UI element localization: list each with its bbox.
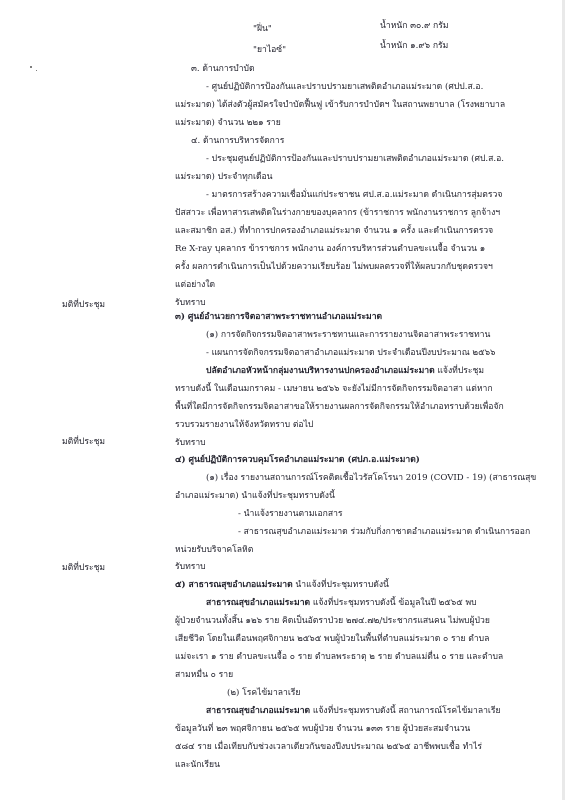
- section3-title: ๓. ด้านการบำบัด: [191, 64, 255, 74]
- agenda5-line: และนักเรียน: [175, 760, 220, 770]
- agenda4-item: อำเภอแม่ระมาด) นำแจ้งที่ประชุมทราบดังนี้: [175, 491, 335, 501]
- agenda5-title: [175, 580, 389, 591]
- p1-first: แจ้งที่ประชุมทราบดังนี้ ข้อมูลในปี ๒๕๖๕ พบ: [310, 598, 477, 608]
- p2-first: แจ้งที่ประชุมทราบดังนี้ สถานการณ์โรคไข้มาลาเรีย: [310, 706, 501, 716]
- section3-line: แม่ระมาด) ได้ส่งตัวผู้สมัครใจบำบัดฟื้นฟู เข้ารับการบำบัดฯ ในสถานพยาบาล (โรงพยาบาล: [175, 100, 506, 110]
- agenda3-line: ทราบดังนี้ ในเดือนมกราคม - เมษายน ๒๕๖๖ จะยังไม่มีการจัดกิจกรรมจิตอาสา แต่หาก: [175, 384, 493, 394]
- agenda3-line: รวบรวมรายงานให้จังหวัดทราบ ต่อไป: [175, 420, 314, 430]
- ice-label: "ยาไอซ์": [253, 45, 287, 55]
- speaker: สาธารณสุขอำเภอแม่ระมาด: [206, 706, 311, 716]
- section4-line: ปัสสาวะ เพื่อหาสารเสพติดในร่างกายของบุคลากร (ข้าราชการ พนักงานราชการ ลูกจ้างฯ: [175, 208, 501, 218]
- agenda5-line: ผู้ป่วยจำนวนทั้งสิ้น ๑๒๖ ราย คิดเป็นอัตราป่วย ๒๗๔.๗๒/ประชากรแสนคน ไม่พบผู้ป่วย: [175, 616, 490, 626]
- section3-line: แม่ระมาด) จำนวน ๒๒๑ ราย: [175, 118, 281, 128]
- section4-line: แต่อย่างใด: [175, 280, 216, 290]
- agenda4-bullet: - สาธารณสุขอำเภอแม่ระมาด ร่วมกับกิ่งกาชาดอำเภอแม่ระมาด ดำเนินการออก: [238, 527, 531, 537]
- agenda4-title: ๔) ศูนย์ปฏิบัติการควบคุมโรคอำเภอแม่ระมาด (ศปภ.อ.แม่ระมาด): [175, 455, 420, 465]
- agenda5-line: เสียชีวิต โดยในเดือนพฤศจิกายน ๒๕๖๕ พบผู้ป่วยในพื้นที่ตำบลแม่ระมาด ๐ ราย ตำบล: [175, 634, 490, 644]
- malaria-title: (๒) โรคไข้มาลาเรีย: [227, 688, 301, 698]
- weight-opium: น้ำหนัก ๓๐.๙ กรัม: [380, 21, 449, 31]
- agenda5-p2: [206, 706, 501, 717]
- acknowledged-text: รับทราบ: [175, 298, 206, 308]
- resolution-label: มติที่ประชุม: [62, 437, 106, 447]
- section4-line: Re X-ray บุคลากร ข้าราชการ พนักงาน องค์การบริหารส่วนตำบลขะเนจื้อ จำนวน ๑: [175, 244, 486, 254]
- agenda5-line: ข้อมูลวันที่ ๒๓ พฤศจิกายน ๒๕๖๕ พบผู้ป่วย จำนวน ๑๓๓ ราย ผู้ป่วยสะสมจำนวน: [175, 724, 471, 734]
- section4-line: - มาตรการสร้างความเชื่อมั่นแก่ประชาชน ศป.ส.อ.แม่ระมาด ดำเนินการสุ่มตรวจ: [206, 190, 503, 200]
- agenda4-bullet: - นำแจ้งรายงานตามเอกสาร: [238, 509, 343, 519]
- scan-speck: [36, 70, 37, 71]
- agenda4-bullet-tail: หน่วยรับบริจาคโลหิต: [175, 545, 254, 555]
- speaker: สาธารณสุขอำเภอแม่ระมาด: [206, 598, 311, 608]
- section4-line: และสมาชิก อส.) ที่ทำการปกครองอำเภอแม่ระมาด จำนวน ๑ ครั้ง และดำเนินการตรวจ: [175, 226, 494, 236]
- agenda5-p1: [206, 598, 477, 609]
- section4-line: แม่ระมาด) ประจำทุกเดือน: [175, 172, 273, 182]
- section4-line: - ประชุมศูนย์ปฏิบัติการป้องกันและปราบปรามยาเสพติดอำเภอแม่ระมาด (ศป.ส.อ.: [206, 154, 505, 164]
- agenda5-line: สามหมื่น ๐ ราย: [175, 670, 234, 680]
- agenda3-title: ๓) ศูนย์อำนวยการจิตอาสาพระราชทานอำเภอแม่ระมาด: [175, 312, 383, 322]
- section3-line: - ศูนย์ปฏิบัติการป้องกันและปราบปรามยาเสพติดอำเภอแม่ระมาด (ศปป.ส.อ.: [206, 82, 484, 92]
- acknowledged-text: รับทราบ: [175, 438, 206, 448]
- section4-title: ๔. ด้านการบริหารจัดการ: [191, 136, 285, 146]
- agenda5-heading: ๕) สาธารณสุขอำเภอแม่ระมาด: [175, 580, 293, 590]
- agenda3-item: (๑) การจัดกิจกรรมจิตอาสาพระราชทานและการรายงานจิตอาสาพระราชทาน: [206, 330, 491, 340]
- scan-speck: [30, 66, 32, 68]
- officer-tail: แจ้งที่ประชุม: [434, 366, 485, 376]
- resolution-label: มติที่ประชุม: [62, 300, 106, 310]
- section4-line: ครั้ง ผลการดำเนินการเป็นไปด้วยความเรียบร้อย ไม่พบผลตรวจที่ให้ผลบวกกับชุดตรวจฯ: [175, 262, 493, 272]
- agenda4-item: (๑) เรื่อง รายงานสถานการณ์โรคติดเชื้อไวรัสโคโรนา 2019 (COVID - 19) (สาธารณสุข: [206, 473, 537, 483]
- opium-label: "ฝิ่น": [253, 24, 272, 34]
- weight-ice: น้ำหนัก ๑.๙๖ กรัม: [380, 41, 449, 51]
- agenda5-line: แม่จะเรา ๑ ราย ตำบลขะเนจื้อ ๐ ราย ตำบลพระธาตุ ๒ ราย ตำบลแม่ตื่น ๐ ราย และตำบล: [175, 652, 504, 662]
- acknowledged-text: รับทราบ: [175, 562, 206, 572]
- agenda3-officer: [206, 366, 484, 377]
- agenda3-line: พื้นที่ใดมีการจัดกิจกรรมจิตอาสาขอให้รายงานผลการจัดกิจกรรมให้อำเภอทราบด้วยเพื่อจัก: [175, 402, 504, 412]
- officer-title: ปลัดอำเภอหัวหน้ากลุ่มงานบริหารงานปกครองอำเภอแม่ระมาด: [206, 366, 435, 376]
- agenda5-line: ๕๘๔ ราย เมื่อเทียบกับช่วงเวลาเดียวกันของปีงบประมาณ ๒๕๖๕ อาชีพพบเชื้อ ทำไร่: [175, 742, 483, 752]
- agenda5-heading-tail: นำแจ้งที่ประชุมทราบดังนี้: [292, 580, 389, 590]
- resolution-label: มติที่ประชุม: [62, 563, 106, 573]
- agenda3-item: - แผนการจัดกิจกรรมจิตอาสาอำเภอแม่ระมาด ประจำเดือนปีงบประมาณ ๒๕๖๖: [206, 348, 496, 358]
